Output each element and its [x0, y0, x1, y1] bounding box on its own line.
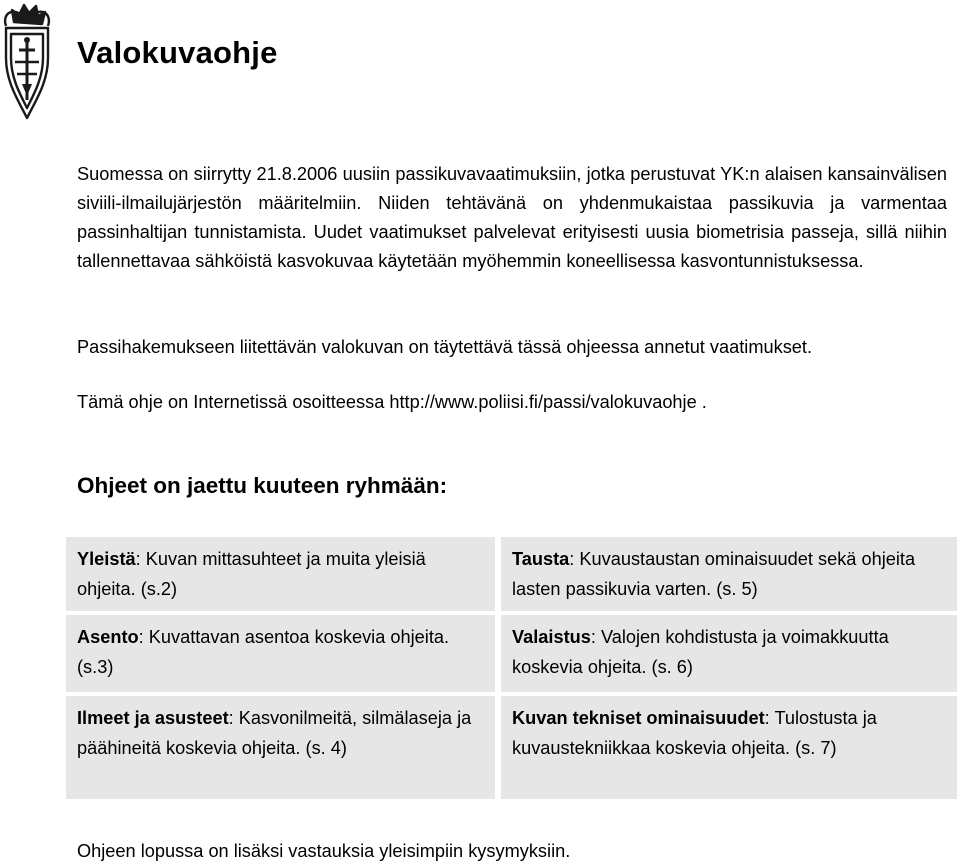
requirement-text: Passihakemukseen liitettävän valokuvan on täytettävä tässä ohjeessa annetut vaatimukset.	[77, 337, 813, 357]
page-title: Valokuvaohje	[77, 35, 278, 70]
group-title: Valaistus	[512, 627, 591, 647]
group-description: Valojen kohdistusta ja voimakkuutta koskevia ohjeita. (s. 6)	[512, 627, 889, 677]
group-separator: :	[764, 708, 775, 728]
group-separator: :	[590, 627, 601, 647]
group-separator: :	[138, 627, 149, 647]
group-description: Kuvan mittasuhteet ja muita yleisiä ohjeita. (s.2)	[77, 549, 426, 599]
group-description: Kasvonilmeitä, silmälaseja ja päähineitä koskevia ohjeita. (s. 4)	[77, 708, 472, 758]
group-description: Tulostusta ja kuvaustekniikkaa koskevia ohjeita. (s. 7)	[512, 708, 877, 758]
group-description: Kuvattavan asentoa koskevia ohjeita. (s.3)	[77, 627, 450, 677]
group-title: Kuvan tekniset ominaisuudet	[512, 708, 765, 728]
url-text: Tämä ohje on Internetissä osoitteessa http://www.poliisi.fi/passi/valokuvaohje .	[77, 392, 707, 412]
group-description: Kuvaustaustan ominaisuudet sekä ohjeita lasten passikuvia varten. (s. 5)	[512, 549, 916, 599]
group-tausta	[501, 537, 957, 611]
group-ilmeet-ja-asusteet	[66, 696, 495, 799]
group-title: Ilmeet ja asusteet	[77, 708, 229, 728]
group-separator: :	[228, 708, 239, 728]
groups-grid	[66, 537, 957, 799]
police-emblem-icon	[0, 0, 54, 122]
group-valaistus	[501, 615, 957, 692]
group-title: Asento	[77, 627, 139, 647]
group-title: Tausta	[512, 549, 570, 569]
footer-note: Ohjeen lopussa on lisäksi vastauksia yleisimpiin kysymyksiin.	[77, 841, 571, 861]
group-yleista	[66, 537, 495, 611]
group-separator: :	[569, 549, 580, 569]
intro-paragraph: Suomessa on siirrytty 21.8.2006 uusiin passikuvavaatimuksiin, jotka perustuvat YK:n alaisen kansainvälisen siviili-ilmailujärjestön määritelmiin. Niiden tehtävänä on yhdenmukaistaa passikuvia ja varmentaa passinhaltijan tunnistamista. Uudet vaatimukset palvelevat erityisesti uusia biometrisia passeja, sillä niihin tallennettavaa sähköistä kasvokuvaa käytetään myöhemmin koneellisessa kasvontunnistuksessa.	[77, 164, 947, 271]
group-tekniset-ominaisuudet	[501, 696, 957, 799]
group-asento	[66, 615, 495, 692]
groups-heading: Ohjeet on jaettu kuuteen ryhmään:	[77, 473, 448, 498]
group-separator: :	[135, 549, 146, 569]
group-title: Yleistä	[77, 549, 136, 569]
